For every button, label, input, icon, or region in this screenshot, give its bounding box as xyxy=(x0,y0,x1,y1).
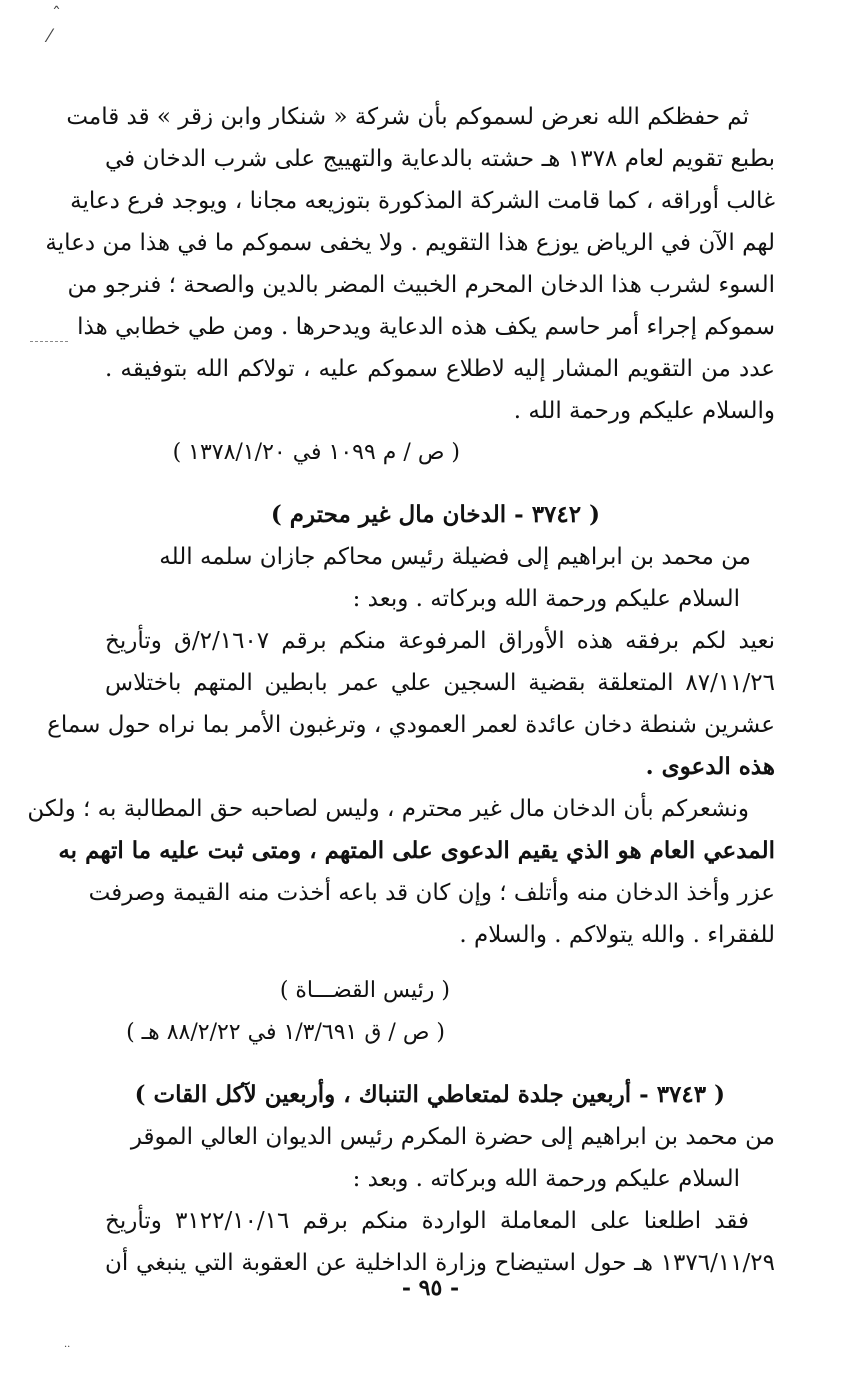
greeting-line: السلام عليكم ورحمة الله وبركاته . وبعد : xyxy=(352,1166,740,1192)
reference-citation: ( ص / م ١٠٩٩ في ١٣٧٨/١/٢٠ ) xyxy=(172,440,460,465)
text-line: للفقراء . والله يتولاكم . والسلام . xyxy=(459,922,775,948)
text-line: عزر وأخذ الدخان منه وأتلف ؛ وإن كان قد باعه أخذت منه القيمة وصرفت xyxy=(88,880,775,906)
text-line: ١٣٧٦/١١/٢٩ هـ حول استيضاح وزارة الداخلية عن العقوبة التي ينبغي أن xyxy=(105,1250,775,1276)
page-body xyxy=(27,96,775,1284)
signature: ( رئيس القضـــاة ) xyxy=(279,978,450,1003)
text-line: سموكم إجراء أمر حاسم يكف هذه الدعاية ويدحرها . ومن طي خطابي هذا xyxy=(77,314,775,340)
section-heading: ( ٣٧٤٢ - الدخان مال غير محترم ) xyxy=(270,501,600,528)
text-line: السوء لشرب هذا الدخان المحرم الخبيث المضر بالدين والصحة ؛ فنرجو من xyxy=(67,272,775,298)
scan-speck: ˆ xyxy=(52,4,61,25)
text-line: ٨٧/١١/٢٦ المتعلقة بقضية السجين علي عمر بابطين المتهم باختلاس xyxy=(105,670,775,696)
text-line: غالب أوراقه ، كما قامت الشركة المذكورة بتوزيعه مجانا ، ويوجد فرع دعاية xyxy=(70,188,775,214)
reference-citation: ( ص / ق ١/٣/٦٩١ في ٨٨/٢/٢٢ هـ ) xyxy=(126,1020,445,1045)
page-number: - ٩٥ - xyxy=(401,1275,460,1301)
scan-speck: ⁄ xyxy=(48,26,52,47)
text-line: بطبع تقويم لعام ١٣٧٨ هـ حشته بالدعاية والتهييج على شرب الدخان في xyxy=(105,146,775,172)
section-heading: ( ٣٧٤٣ - أربعين جلدة لمتعاطي التنباك ، وأربعين لآكل القات ) xyxy=(134,1081,725,1108)
text-line: المدعي العام هو الذي يقيم الدعوى على المتهم ، ومتى ثبت عليه ما اتهم به xyxy=(58,837,775,864)
sender-line: من محمد بن ابراهيم إلى فضيلة رئيس محاكم جازان سلمه الله xyxy=(159,544,751,570)
text-line: هذه الدعوى . xyxy=(645,753,775,780)
scan-speck: ·· xyxy=(64,1342,71,1353)
section-3742 xyxy=(27,494,775,1054)
margin-dash xyxy=(30,341,68,342)
text-line: نعيد لكم برفقه هذه الأوراق المرفوعة منكم برقم ٢/١٦٠٧/ق وتأريخ xyxy=(105,628,775,654)
text-line: ثم حفظكم الله نعرض لسموكم بأن شركة « شنكار وابن زقر » قد قامت xyxy=(66,104,749,130)
sender-line: من محمد بن ابراهيم إلى حضرة المكرم رئيس الديوان العالي الموقر xyxy=(130,1124,775,1150)
text-line: عشرين شنطة دخان عائدة لعمر العمودي ، وترغبون الأمر بما نراه حول سماع xyxy=(47,712,775,738)
text-line: والسلام عليكم ورحمة الله . xyxy=(513,398,775,424)
opening-paragraph xyxy=(45,96,775,432)
text-line: فقد اطلعنا على المعاملة الواردة منكم برقم ٣١٢٢/١٠/١٦ وتأريخ xyxy=(105,1208,749,1234)
greeting-line: السلام عليكم ورحمة الله وبركاته . وبعد : xyxy=(352,586,740,612)
text-line: عدد من التقويم المشار إليه لاطلاع سموكم عليه ، تولاكم الله بتوفيقه . xyxy=(105,356,775,382)
text-line: لهم الآن في الرياض يوزع هذا التقويم . ولا يخفى سموكم ما في هذا من دعاية xyxy=(45,230,775,256)
text-line: ونشعركم بأن الدخان مال غير محترم ، وليس لصاحبه حق المطالبة به ؛ ولكن xyxy=(27,796,749,822)
section-3743 xyxy=(105,1074,775,1284)
